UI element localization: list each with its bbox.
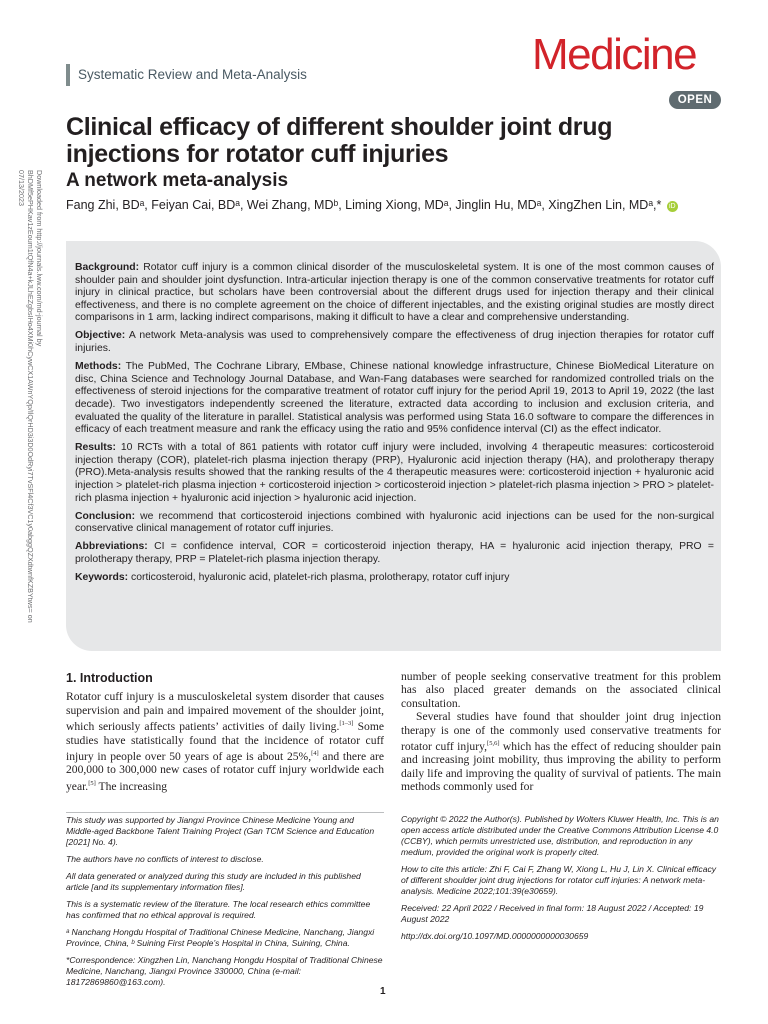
body-text: Rotator cuff injury is a musculoskeletal system disorder that causes supervision and pain and impaired movement of the shoulder joint, which seriously affects patients’ activities of daily living. bbox=[66, 690, 384, 734]
article-title: Clinical efficacy of different shoulder joint drug injections for rotator cuff injuries bbox=[66, 113, 613, 168]
footnote: This study was supported by Jiangxi Province Chinese Medicine Young and Middle-aged Backbone Talent Training Project (Gan TCM Science and Education [2021] No. 4). bbox=[66, 815, 375, 847]
body-paragraph bbox=[66, 690, 384, 793]
keywords-text: corticosteroid, hyaluronic acid, platelet-rich plasma, prolotherapy, rotator cuff injury bbox=[131, 572, 510, 584]
body-text: which has the effect of reducing shoulder pain and increasing joint mobility, thus improving the ability to perform daily life and improving the quality of survival of patients. The main methods commonly used for bbox=[401, 740, 722, 794]
footnote: *Correspondence: Xingzhen Lin, Nanchang Hongdu Hospital of Traditional Chinese Medicine, Nanchang, Jiangxi Province 330000, China (e-mail: 18172869860@163.com). bbox=[66, 955, 383, 987]
article-type-label: Systematic Review and Meta-Analysis bbox=[66, 64, 307, 86]
body-text: Some studies have statistically found that the incidence of rotator cuff injury in people over 50 years of age is about 25%, bbox=[66, 720, 385, 764]
conclusion-heading: Conclusion: bbox=[75, 510, 136, 522]
citation-link[interactable]: [4] bbox=[311, 750, 319, 758]
abstract-methods bbox=[75, 361, 714, 437]
footnote: The authors have no conflicts of interest to disclose. bbox=[66, 854, 264, 864]
objective-heading: Objective: bbox=[75, 330, 126, 342]
citation-link[interactable]: [5] bbox=[88, 779, 96, 787]
citation-notice: How to cite this article: Zhi F, Cai F, Zhang W, Xiong L, Hu J, Lin X. Clinical efficacy of different shoulder joint drug injections for rotator cuff injuries: A network meta-analysis. Medicine 2022;101:39(e30659). bbox=[401, 864, 717, 896]
conclusion-text: we recommend that corticosteroid injections combined with hyaluronic acid injections can be used for the non-surgical conservative clinical management of rotator cuff injuries. bbox=[75, 510, 715, 535]
page-number: 1 bbox=[380, 986, 386, 997]
footnote: ᵃ Nanchang Hongdu Hospital of Traditional Chinese Medicine, Nanchang, Jiangxi Province, China, ᵇ Suining First People’s Hospital in China, Suining, China. bbox=[66, 927, 375, 948]
footnote: This is a systematic review of the literature. The local research ethics committee has confirmed that no ethical approval is required. bbox=[66, 899, 371, 920]
objective-text: A network Meta-analysis was used to comprehensively compare the effectiveness of drug injection therapies for rotator cuff injuries. bbox=[75, 330, 714, 355]
abstract bbox=[75, 262, 714, 590]
author-list bbox=[66, 198, 746, 212]
body-text: Several studies have found that shoulder joint drug injection therapy is one of the commonly used conservative treatments for rotator cuff injury, bbox=[401, 710, 721, 754]
methods-heading: Methods: bbox=[75, 361, 122, 373]
citation-link[interactable]: [5,6] bbox=[487, 740, 500, 748]
author-names: Fang Zhi, BDᵃ, Feiyan Cai, BDᵃ, Wei Zhang, MDᵇ, Liming Xiong, MDᵃ, Jinglin Hu, MDᵃ, XingZhen Lin, MDᵃ,* bbox=[66, 198, 662, 212]
body-column-left bbox=[66, 672, 384, 793]
citation-link[interactable]: [1–3] bbox=[339, 720, 354, 728]
received-dates: Received: 22 April 2022 / Received in final form: 18 August 2022 / Accepted: 19 August 2022 bbox=[401, 903, 704, 924]
abstract-keywords bbox=[75, 572, 714, 585]
orcid-icon[interactable]: iD bbox=[667, 201, 678, 212]
abstract-conclusion bbox=[75, 511, 714, 536]
body-paragraph: number of people seeking conservative treatment for this problem has also placed greater demands on the associated clinical consultation. bbox=[401, 670, 721, 710]
background-text: Rotator cuff injury is a common clinical disorder of the musculoskeletal system. It is one of the most common causes of shoulder pain and shoulder joint dysfunction. Intra-articular injection therapy is one of the common conservative treatments for rotator cuff injury in clinical practice, but scholars have been controversial about the different drugs used for injection therapy and their clinical effectiveness, and there is no complete agreement on the choice of different injectables, and the existing original studies are mostly direct comparisons in 1 arm, lacking indirect comparisons, making it difficult to have a clear and comprehensive understanding. bbox=[75, 262, 715, 324]
open-access-badge: OPEN bbox=[669, 91, 721, 109]
abstract-objective bbox=[75, 330, 714, 355]
journal-logo: Medicine bbox=[532, 30, 697, 79]
abstract-abbreviations bbox=[75, 541, 714, 566]
keywords-heading: Keywords: bbox=[75, 572, 129, 584]
methods-text: The PubMed, The Cochrane Library, EMbase, Chinese national knowledge infrastructure, Chinese BioMedical Literature on disc, China Science and Technology Journal Database, and Wan-Fang databases were searched for randomized controlled trials on the effectiveness of steroid injections for the comparative treatment of rotator cuff injury for the period April 19, 2013 to April 19, 2022 (the last decade). Two investigators independently screened the literature, extracted data according to inclusion and exclusion criteria, and evaluated the quality of the literature in parallel. Statistical analysis was performed using Stata 16.0 software to compare the differences in efficacy of each treatment measure and rank the efficacy using the ratio and 95% confidence interval (CI) as the effect indicator. bbox=[75, 361, 715, 436]
footnote: All data generated or analyzed during this study are included in this published article [and its supplementary information files]. bbox=[66, 871, 361, 892]
body-text: The increasing bbox=[95, 779, 168, 793]
article-subtitle: A network meta-analysis bbox=[66, 170, 289, 191]
footnotes-left bbox=[66, 812, 384, 994]
results-text: 10 RCTs with a total of 861 patients with rotator cuff injury were included, involving 4 therapeutic measures: corticosteroid injection therapy (COR), platelet-rich plasma injection therapy (PRP), Hyaluronic acid injection therapy (HA), and prolotherapy therapy (PRO).Meta-analysis results showed that the ranking results of the 4 therapeutic measures were: corticosteroid injection + hyaluronic acid injection > platelet-rich plasma injection + corticosteroid injection > corticosteroid injection > platelet-rich plasma injection > PRO > platelet-rich plasma injection + hyaluronic acid injection > hyaluronic acid injection. bbox=[75, 442, 714, 504]
introduction-heading: 1. Introduction bbox=[66, 671, 153, 685]
body-paragraph bbox=[401, 710, 721, 793]
abbreviations-heading: Abbreviations: bbox=[75, 541, 148, 553]
abbreviations-text: CI = confidence interval, COR = corticosteroid injection therapy, HA = hyaluronic acid injection therapy, PRO = prolotherapy therapy, PRP = Platelet-rich plasma injection therapy. bbox=[75, 541, 714, 565]
body-text: and there are 200,000 to 300,000 new cases of rotator cuff injury worldwide each year. bbox=[66, 750, 384, 793]
footnotes-right bbox=[401, 812, 721, 948]
results-heading: Results: bbox=[75, 442, 116, 454]
abstract-results bbox=[75, 442, 714, 505]
copyright-notice: Copyright © 2022 the Author(s). Published by Wolters Kluwer Health, Inc. This is an open access article distributed under the Creative Commons Attribution License 4.0 (CCBY), which permits unrestricted use, distribution, and reproduction in any medium, provided the original work is properly cited. bbox=[401, 814, 719, 857]
abstract-background bbox=[75, 262, 714, 325]
download-watermark-text: Downloaded from http://journals.lww.com/md-journal by BhDMf5ePHKav1zEoum1tQfN4a+kJLhEZgbsIHo4XMi0hCywCX1AWnYQp/IlQrHD3i3D0OdRyi7TvSFl4Cf3VC1y0abggQZXdtwnfKZBYtws= on 07/13/2023 bbox=[17, 170, 44, 623]
body-column-right bbox=[401, 670, 721, 794]
background-heading: Background: bbox=[75, 262, 140, 273]
doi-link[interactable]: http://dx.doi.org/10.1097/MD.0000000000030659 bbox=[401, 931, 589, 941]
download-watermark bbox=[8, 170, 48, 640]
